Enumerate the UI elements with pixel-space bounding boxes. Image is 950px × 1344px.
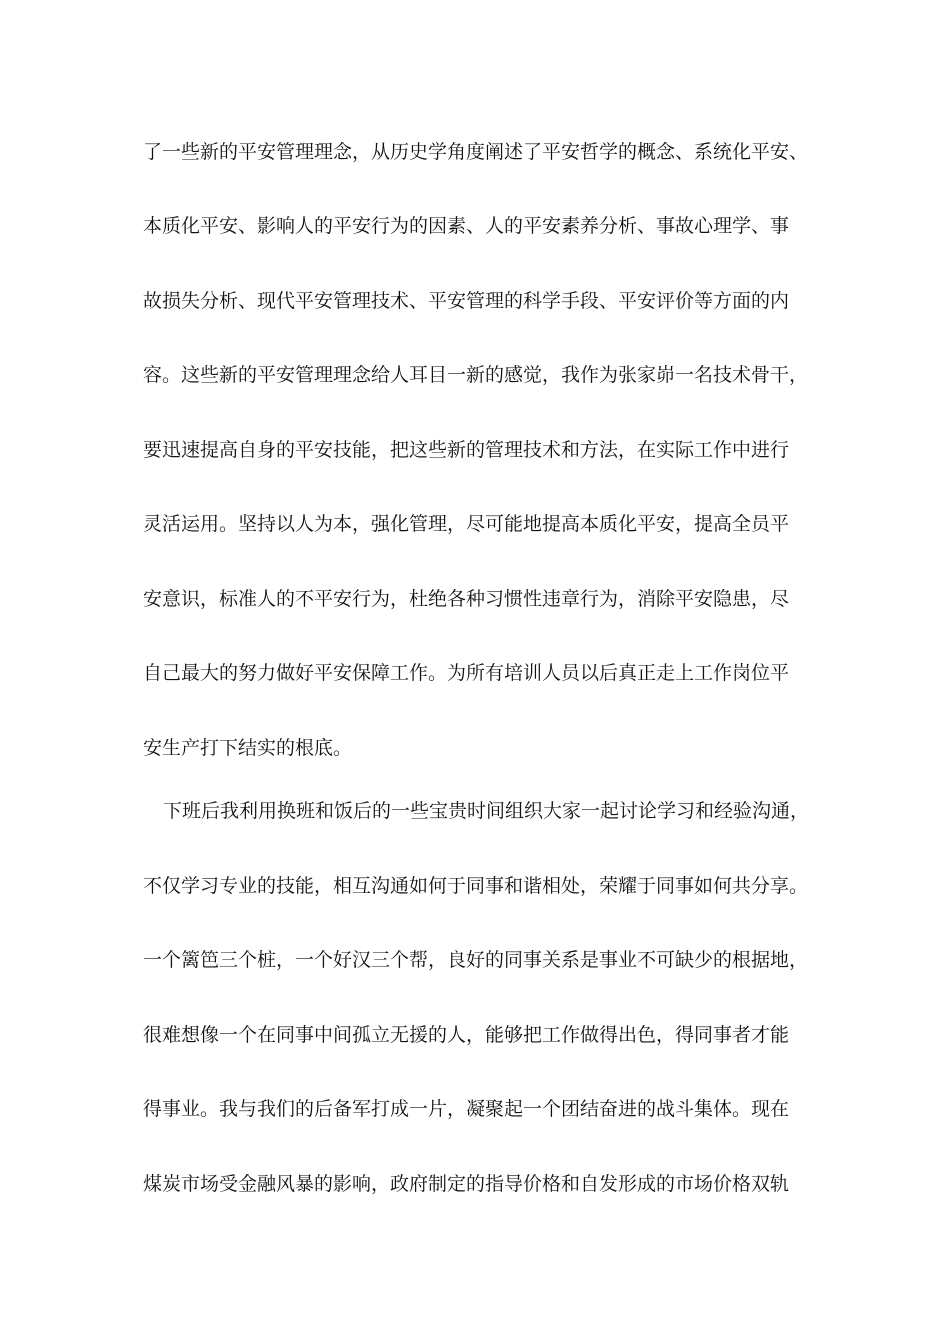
text-line: 安意识，标准人的不平安行为，杜绝各种习惯性违章行为，消除平安隐患，尽 — [143, 588, 790, 610]
text-line: 灵活运用。坚持以人为本，强化管理，尽可能地提高本质化平安，提高全员平 — [143, 513, 790, 535]
text-line: 要迅速提高自身的平安技能，把这些新的管理技术和方法，在实际工作中进行 — [143, 439, 790, 461]
text-line: 一个篱笆三个桩，一个好汉三个帮，良好的同事关系是事业不可缺少的根据地， — [143, 949, 809, 971]
text-line: 故损失分析、现代平安管理技术、平安管理的科学手段、平安评价等方面的内 — [143, 290, 790, 312]
text-line: 本质化平安、影响人的平安行为的因素、人的平安素养分析、事故心理学、事 — [143, 215, 790, 237]
paragraph-first-line: 下班后我利用换班和饭后的一些宝贵时间组织大家一起讨论学习和经验沟通， — [163, 800, 810, 822]
text-line: 不仅学习专业的技能，相互沟通如何于同事和谐相处，荣耀于同事如何共分享。 — [143, 875, 809, 897]
text-line: 容。这些新的平安管理理念给人耳目一新的感觉，我作为张家峁一名技术骨干， — [143, 364, 809, 386]
text-line: 得事业。我与我们的后备军打成一片，凝聚起一个团结奋进的战斗集体。现在 — [143, 1098, 790, 1120]
text-line: 煤炭市场受金融风暴的影响，政府制定的指导价格和自发形成的市场价格双轨 — [143, 1173, 790, 1195]
text-line: 了一些新的平安管理理念，从历史学角度阐述了平安哲学的概念、系统化平安、 — [143, 141, 809, 163]
text-line: 自己最大的努力做好平安保障工作。为所有培训人员以后真正走上工作岗位平 — [143, 662, 790, 684]
text-line: 安生产打下结实的根底。 — [143, 737, 353, 759]
text-line: 很难想像一个在同事中间孤立无援的人，能够把工作做得出色，得同事者才能 — [143, 1024, 790, 1046]
